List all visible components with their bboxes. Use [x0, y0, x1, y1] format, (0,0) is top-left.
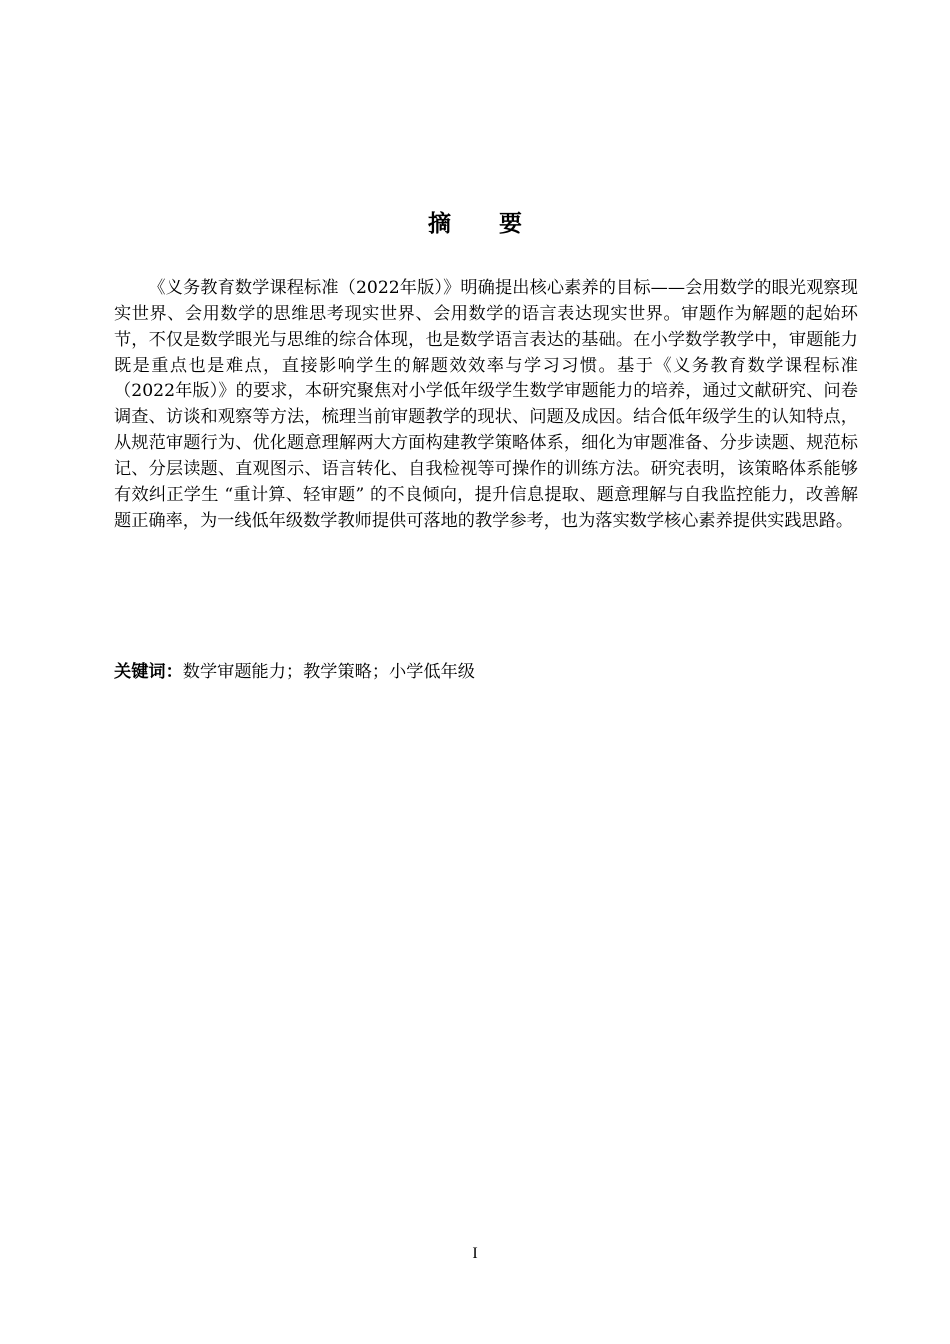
title-char-2: 要 — [499, 211, 522, 237]
keywords-text: 数学审题能力；教学策略；小学低年级 — [182, 662, 475, 682]
keywords-label: 关键词： — [114, 662, 183, 682]
title-char-1: 摘 — [428, 211, 451, 237]
page-number: I — [472, 1245, 478, 1262]
abstract-title — [0, 206, 950, 242]
keywords-line — [114, 660, 858, 685]
abstract-body: 《义务教育数学课程标准（2022年版）》明确提出核心素养的目标——会用数学的眼光观察现实世界、会用数学的思维思考现实世界、会用数学的语言表达现实世界。审题作为解题的起始环节，不仅是数学眼光与思维的综合体现，也是数学语言表达的基础。在小学数学教学中，审题能力既是重点也是难点，直接影响学生的解题效效率与学习习惯。基于《义务教育数学课程标准（2022年版）》的要求，本研究聚焦对小学低年级学生数学审题能力的培养，通过文献研究、问卷调查、访谈和观察等方法，梳理当前审题教学的现状、问题及成因。结合低年级学生的认知特点，从规范审题行为、优化题意理解两大方面构建教学策略体系，细化为审题准备、分步读题、规范标记、分层读题、直观图示、语言转化、自我检视等可操作的训练方法。研究表明，该策略体系能够有效纠正学生 “重计算、轻审题” 的不良倾向，提升信息提取、题意理解与自我监控能力，改善解题正确率，为一线低年级数学教师提供可落地的教学参考，也为落实数学核心素养提供实践思路。 — [114, 278, 858, 531]
